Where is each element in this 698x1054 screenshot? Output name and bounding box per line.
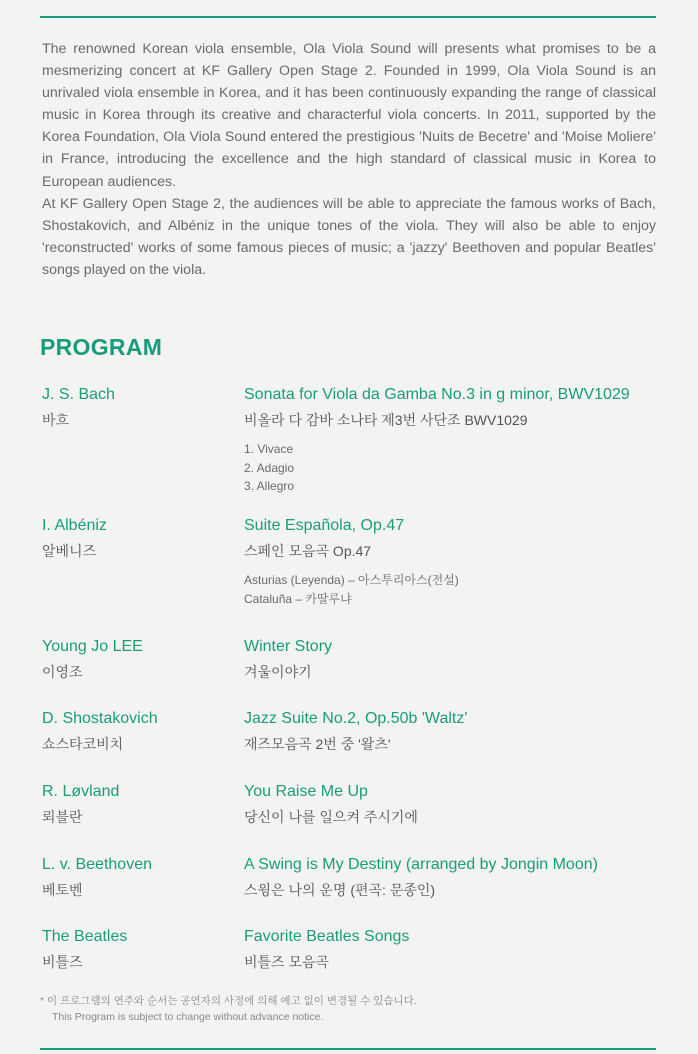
composer-name-ko: 비틀즈 xyxy=(42,954,83,970)
work-title-ko: 스페인 모음곡 Op.47 xyxy=(244,543,372,559)
intro-paragraph-1: The renowned Korean viola ensemble, Ola Viola Sound will presents what promises to be a mesmerizing concert at KF Gallery Open Stage 2. Founded in 1999, Ola Viola Sound is an unrivaled viola ensemble in Korea, and it has been continuously expanding the range of classical music in Korea through its creative and characterful viola concerts. In 2011, supported by the Korea Foundation, Ola Viola Sound entered the prestigious 'Nuits de Becetre' and 'Moise Moliere' in France, introducing the excellence and the high standard of classical music in Korea to European audiences. xyxy=(42,41,656,190)
notice-english: This Program is subject to change without advance notice. xyxy=(52,1011,324,1023)
work-title-ko: 재즈모음곡 2번 중 '왈츠' xyxy=(244,736,391,752)
composer-name-en: R. Løvland xyxy=(42,783,120,800)
composer-name-en: J. S. Bach xyxy=(42,386,115,403)
movement-list xyxy=(244,440,294,496)
work-title-ko: 당신이 나를 일으켜 주시기에 xyxy=(244,809,418,825)
movement-item: 1. Vivace xyxy=(244,442,294,456)
movement-item: Cataluña – 카딸루냐 xyxy=(244,591,352,606)
composer-name-en: D. Shostakovich xyxy=(42,710,158,727)
work-title-en: Sonata for Viola da Gamba No.3 in g minor, BWV1029 xyxy=(244,386,630,403)
composer-name-en: I. Albéniz xyxy=(42,517,107,534)
bottom-divider xyxy=(40,1048,656,1050)
top-divider xyxy=(40,16,656,18)
composer-name-en: Young Jo LEE xyxy=(42,638,143,655)
movement-item: Asturias (Leyenda) – 아스투리아스(전설) xyxy=(244,573,459,587)
work-title-ko: 겨울이야기 xyxy=(244,664,312,680)
composer-name-ko: 베토벤 xyxy=(42,882,83,898)
intro-paragraph-2: At KF Gallery Open Stage 2, the audiences will be able to appreciate the famous works of Bach, Shostakovich, and Albéniz in the unique tones of the viola. They will also be able to enjoy 'reconstructed' works of some famous pieces of music; a 'jazzy' Beethoven and popular Beatles' songs played on the viola. xyxy=(42,195,656,278)
composer-name-en: L. v. Beethoven xyxy=(42,856,152,873)
work-title-ko: 비올라 다 감바 소나타 제3번 사단조 BWV1029 xyxy=(244,412,528,428)
work-title-en: Favorite Beatles Songs xyxy=(244,928,410,945)
composer-name-ko: 알베니즈 xyxy=(42,543,97,559)
program-heading: PROGRAM xyxy=(40,334,163,360)
composer-name-ko: 쇼스타코비치 xyxy=(42,736,124,752)
intro-text xyxy=(42,38,656,281)
work-title-en: Suite Española, Op.47 xyxy=(244,517,405,534)
program-change-notice xyxy=(40,993,417,1025)
composer-name-ko: 바흐 xyxy=(42,412,70,428)
work-title-ko: 비틀즈 모음곡 xyxy=(244,954,330,970)
movement-list xyxy=(244,571,459,608)
work-title-en: A Swing is My Destiny (arranged by Jongin Moon) xyxy=(244,856,598,873)
movement-item: 2. Adagio xyxy=(244,460,295,475)
movement-item: 3. Allegro xyxy=(244,479,295,493)
composer-name-ko: 이영조 xyxy=(42,664,83,680)
composer-name-ko: 뢰블란 xyxy=(42,809,83,825)
work-title-ko: 스윙은 나의 운명 (편곡: 문종인) xyxy=(244,882,436,898)
notice-korean: * 이 프로그램의 연주와 순서는 공연자의 사정에 의해 예고 없이 변경될 수 있습니다. xyxy=(40,995,417,1007)
work-title-en: You Raise Me Up xyxy=(244,783,368,800)
work-title-en: Winter Story xyxy=(244,638,333,655)
composer-name-en: The Beatles xyxy=(42,928,128,945)
work-title-en: Jazz Suite No.2, Op.50b 'Waltz' xyxy=(244,710,468,727)
